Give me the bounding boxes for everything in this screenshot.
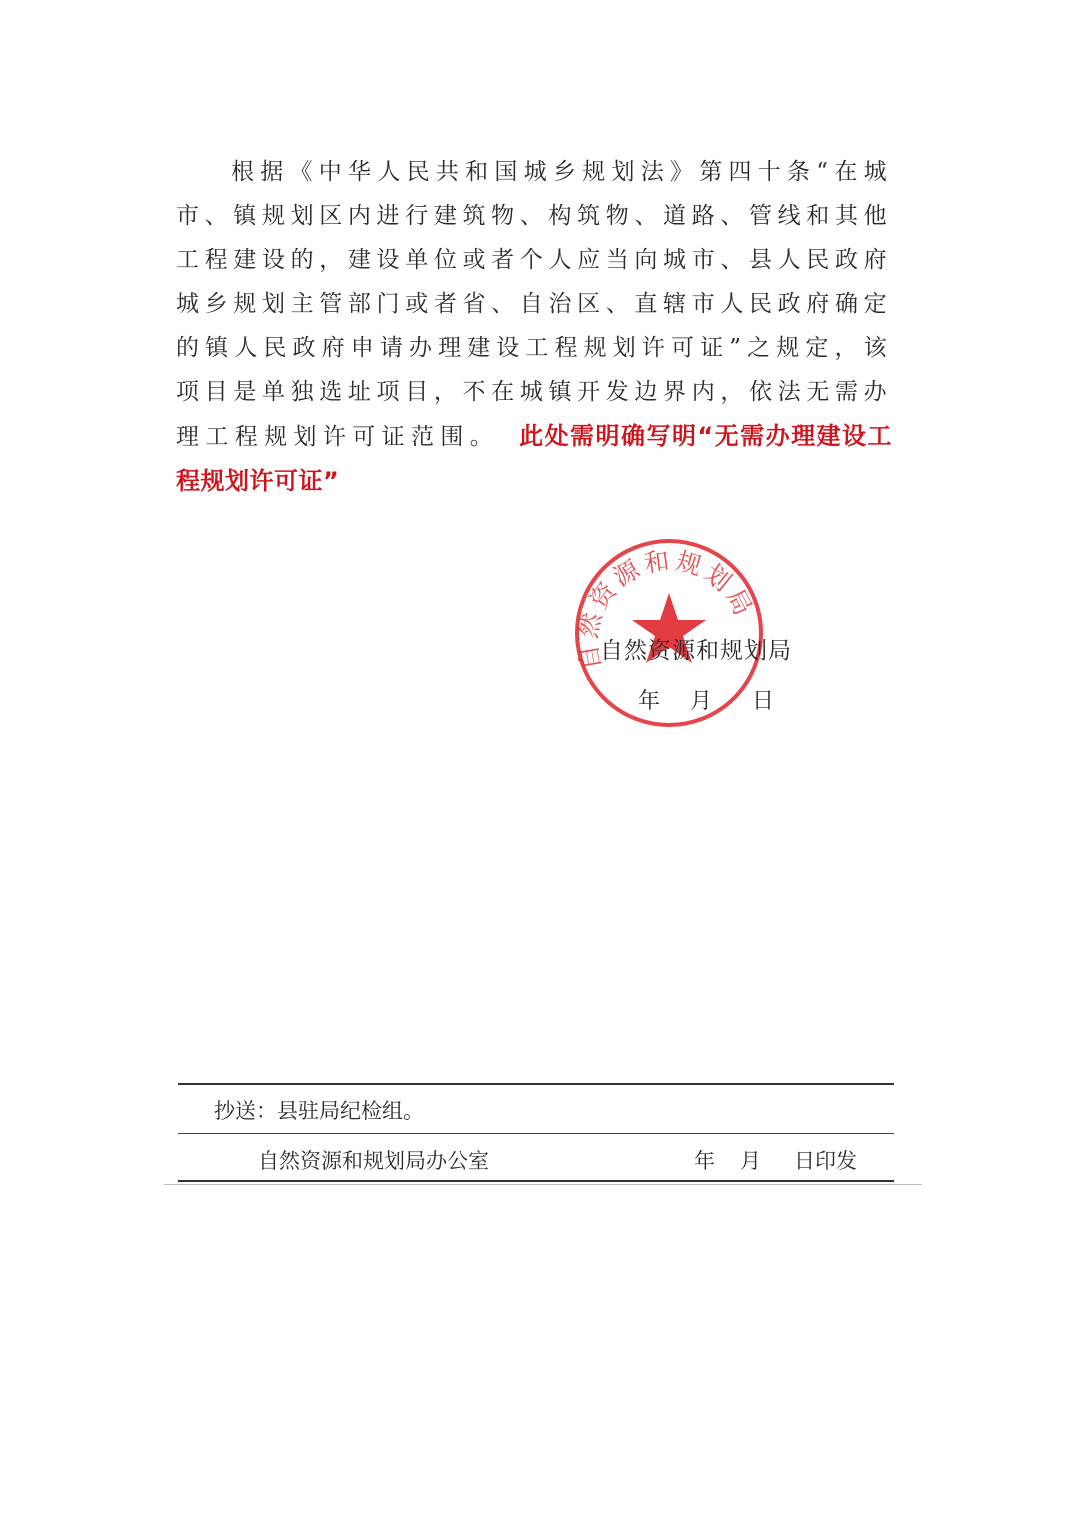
signature-year-label: 年 bbox=[638, 689, 661, 714]
footer-rule-faint bbox=[164, 1184, 922, 1185]
signature-month-label: 月 bbox=[690, 689, 713, 714]
footer-rule-bottom bbox=[178, 1180, 894, 1182]
red-annotation: 此处需明确写明“无需办理建设工程规划许可证” bbox=[176, 422, 892, 495]
cc-line: 抄送：县驻局纪检组。 bbox=[214, 1099, 424, 1123]
footer-issued-label: 日印发 bbox=[794, 1149, 857, 1173]
signature-day-label: 日 bbox=[752, 689, 775, 714]
letter-body bbox=[176, 150, 892, 504]
seal-text: 自然资源和规划局 bbox=[572, 545, 760, 673]
footer-year-label: 年 bbox=[694, 1149, 715, 1173]
footer-month-label: 月 bbox=[740, 1149, 761, 1173]
letter-body-text: 根据《中华人民共和国城乡规划法》第四十条“在城市、镇规划区内进行建筑物、构筑物、道路、管线和其他工程建设的，建设单位或者个人应当向城市、县人民政府城乡规划主管部门或者省、自治区、直辖市人民政府确定的镇人民政府申请办理建设工程规划许可证”之规定，该项目是单独选址项目，不在城镇开发边界内，依法无需办理工程规划许可证范围。 bbox=[176, 159, 892, 450]
footer-rule-top bbox=[178, 1083, 894, 1085]
footer-rule-middle bbox=[178, 1133, 894, 1134]
signature-org: 自然资源和规划局 bbox=[600, 638, 792, 664]
footer-office: 自然资源和规划局办公室 bbox=[258, 1149, 489, 1173]
